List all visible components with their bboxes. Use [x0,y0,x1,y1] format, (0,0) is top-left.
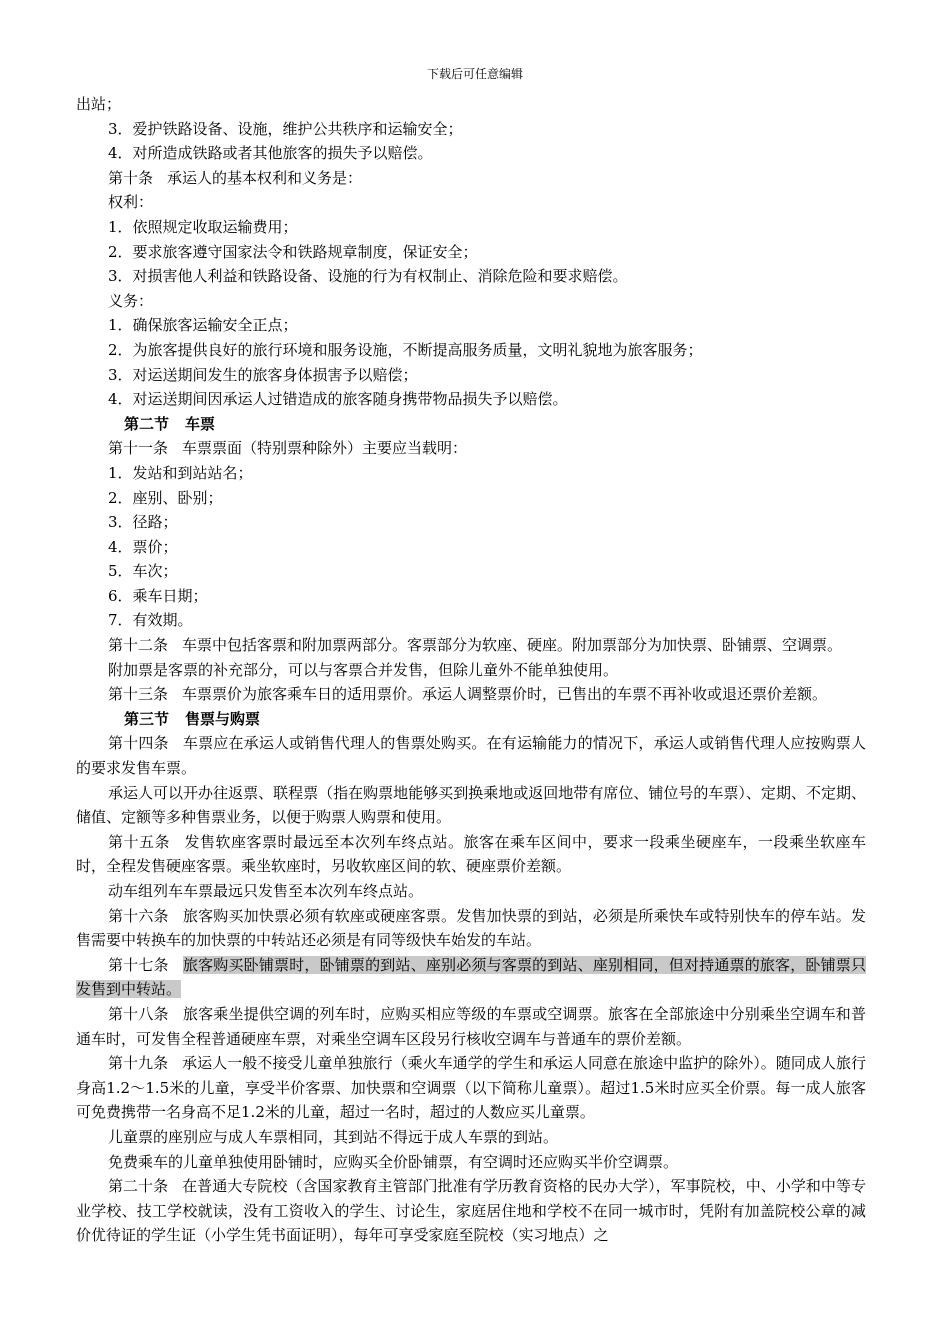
paragraph-text: 免费乘车的儿童单独使用卧铺时，应购买全价卧铺票，有空调时还应购买半价空调票。 [108,1152,679,1171]
paragraph [76,510,866,535]
section-heading [76,412,866,437]
paragraph-text: 权利： [108,193,154,212]
article [76,953,866,1002]
article-number: 第十条 [108,168,154,187]
paragraph-text: 6．乘车日期； [108,586,208,605]
article [76,731,866,780]
paragraph [76,461,866,486]
article-number: 第十九条 [108,1054,169,1073]
paragraph-text: 3．爱护铁路设备、设施，维护公共秩序和运输安全； [108,119,463,138]
article-number: 第十五条 [108,832,170,851]
paragraph-text: 出站； [76,95,122,113]
article-text: 旅客购买加快票必须有软座或硬座客票。发售加快票的到站，必须是所乘快车或特别快车的停车站。发售需要中转换车的加快票的中转站还必须是有同等级快车始发的车站。 [76,906,866,950]
paragraph-text: 4．对运送期间因承运人过错造成的旅客随身携带物品损失予以赔偿。 [108,390,568,409]
paragraph-text: 3．对运送期间发生的旅客身体损害予以赔偿； [108,365,418,384]
paragraph [76,387,866,412]
article [76,1002,866,1051]
section-number: 第三节 [124,709,170,728]
paragraph-text: 5．车次； [108,562,178,581]
paragraph-text: 1．发站和到站站名； [108,463,253,482]
article-text: 车票应在承运人或销售代理人的售票处购买。在有运输能力的情况下，承运人或销售代理人应按购票人的要求发售车票。 [76,734,866,778]
paragraph-text: 义务： [108,291,154,310]
paragraph [76,240,866,265]
paragraph [76,559,866,584]
paragraph [76,141,866,166]
paragraph [76,92,866,117]
article-number: 第十三条 [108,685,169,704]
paragraph [76,190,866,215]
paragraph-text: 3．对损害他人利益和铁路设备、设施的行为有权制止、消除危险和要求赔偿。 [108,267,628,286]
article-number: 第十六条 [108,906,169,925]
paragraph [76,486,866,511]
paragraph-text: 1．确保旅客运输安全正点； [108,316,298,335]
article-number: 第十七条 [108,955,169,974]
paragraph [76,1125,866,1150]
article-text: 车票中包括客票和附加票两部分。客票部分为软座、硬座。附加票部分为加快票、卧铺票、空调票。 [182,636,843,655]
paragraph [76,781,866,830]
paragraph [76,117,866,142]
paragraph-text: 2．为旅客提供良好的旅行环境和服务设施，不断提高服务质量，文明礼貌地为旅客服务； [108,340,703,359]
article [76,1051,866,1125]
article-number: 第十一条 [108,439,169,458]
paragraph-text: 动车组列车车票最远只发售至本次列车终点站。 [108,882,424,900]
article [76,633,866,658]
paragraph-text: 3．径路； [108,513,178,532]
paragraph [76,535,866,560]
paragraph [76,289,866,314]
paragraph [76,584,866,609]
article-number: 第十二条 [108,636,169,655]
article [76,830,866,879]
article-text: 在普通大专院校（含国家教育主管部门批准有学历教育资格的民办大学），军事院校，中、小学和中等专业学校、技工学校就读，没有工资收入的学生、讨论生，家庭居住地和学校不在同一城市时，凭附有加盖院校公章的减价优待证的学生证（小学生凭书面证明），每年可享受家庭至院校（实习地点）之 [76,1177,866,1245]
section-heading [76,707,866,732]
paragraph [76,363,866,388]
paragraph [76,264,866,289]
section-title: 售票与购票 [185,709,261,728]
article [76,904,866,953]
section-title: 车票 [185,414,216,433]
article-text: 旅客乘坐提供空调的列车时，应购买相应等级的车票或空调票。旅客在全部旅途中分别乘坐空调车和普通车时，可发售全程普通硬座车票，对乘坐空调车区段另行核收空调车与普通车的票价差额。 [76,1004,866,1048]
article [76,166,866,191]
paragraph-text: 承运人可以开办往返票、联程票（指在购票地能够买到换乘地或返回地带有席位、铺位号的车票）、定期、不定期、储值、定额等多种售票业务，以便于购票人购票和使用。 [76,783,866,827]
paragraph-text: 7．有效期。 [108,611,193,630]
paragraph [76,313,866,338]
paragraph-text: 4．票价； [108,537,178,556]
article-number: 第十八条 [108,1004,169,1023]
paragraph-text: 儿童票的座别应与成人车票相同，其到站不得远于成人车票的到站。 [108,1127,559,1146]
paragraph [76,215,866,240]
article-text: 承运人一般不接受儿童单独旅行（乘火车通学的学生和承运人同意在旅途中监护的除外）。随同成人旅行身高1.2～1.5米的儿童，享受半价客票、加快票和空调票（以下简称儿童票）。超过1.5米时应买全价票。每一成人旅客可免费携带一名身高不足1.2米的儿童，超过一名时，超过的人数应买儿童票。 [76,1054,866,1122]
article-text: 车票票面（特别票种除外）主要应当载明： [182,439,468,458]
document-body [76,92,866,1248]
article-text: 车票票价为旅客乘车日的适用票价。承运人调整票价时，已售出的车票不再补收或退还票价差额。 [182,685,828,704]
paragraph [76,658,866,683]
paragraph [76,879,866,904]
article [76,682,866,707]
article-text: 承运人的基本权利和义务是： [167,168,363,187]
article [76,1174,866,1248]
paragraph [76,1150,866,1175]
paragraph-text: 2．要求旅客遵守国家法令和铁路规章制度，保证安全； [108,242,478,261]
highlighted-article-text: 旅客购买卧铺票时，卧铺票的到站、座别必须与客票的到站、座别相同，但对持通票的旅客，卧铺票只发售到中转站。 [76,955,866,999]
paragraph-text: 附加票是客票的补充部分，可以与客票合并发售，但除儿童外不能单独使用。 [108,660,619,679]
paragraph-text: 2．座别、卧别； [108,488,223,507]
article-number: 第二十条 [108,1177,169,1196]
paragraph [76,608,866,633]
paragraph-text: 4．对所造成铁路或者其他旅客的损失予以赔偿。 [108,144,433,163]
paragraph-text: 1．依照规定收取运输费用； [108,217,298,236]
article-text: 发售软座客票时最远至本次列车终点站。旅客在乘车区间中，要求一段乘坐硬座车，一段乘坐软座车时，全程发售硬座客票。乘坐软座时，另收软座区间的软、硬座票价差额。 [76,832,866,876]
article-number: 第十四条 [108,734,169,753]
section-number: 第二节 [124,414,170,433]
article [76,436,866,461]
paragraph [76,338,866,363]
page-header: 下载后可任意编辑 [426,67,523,81]
